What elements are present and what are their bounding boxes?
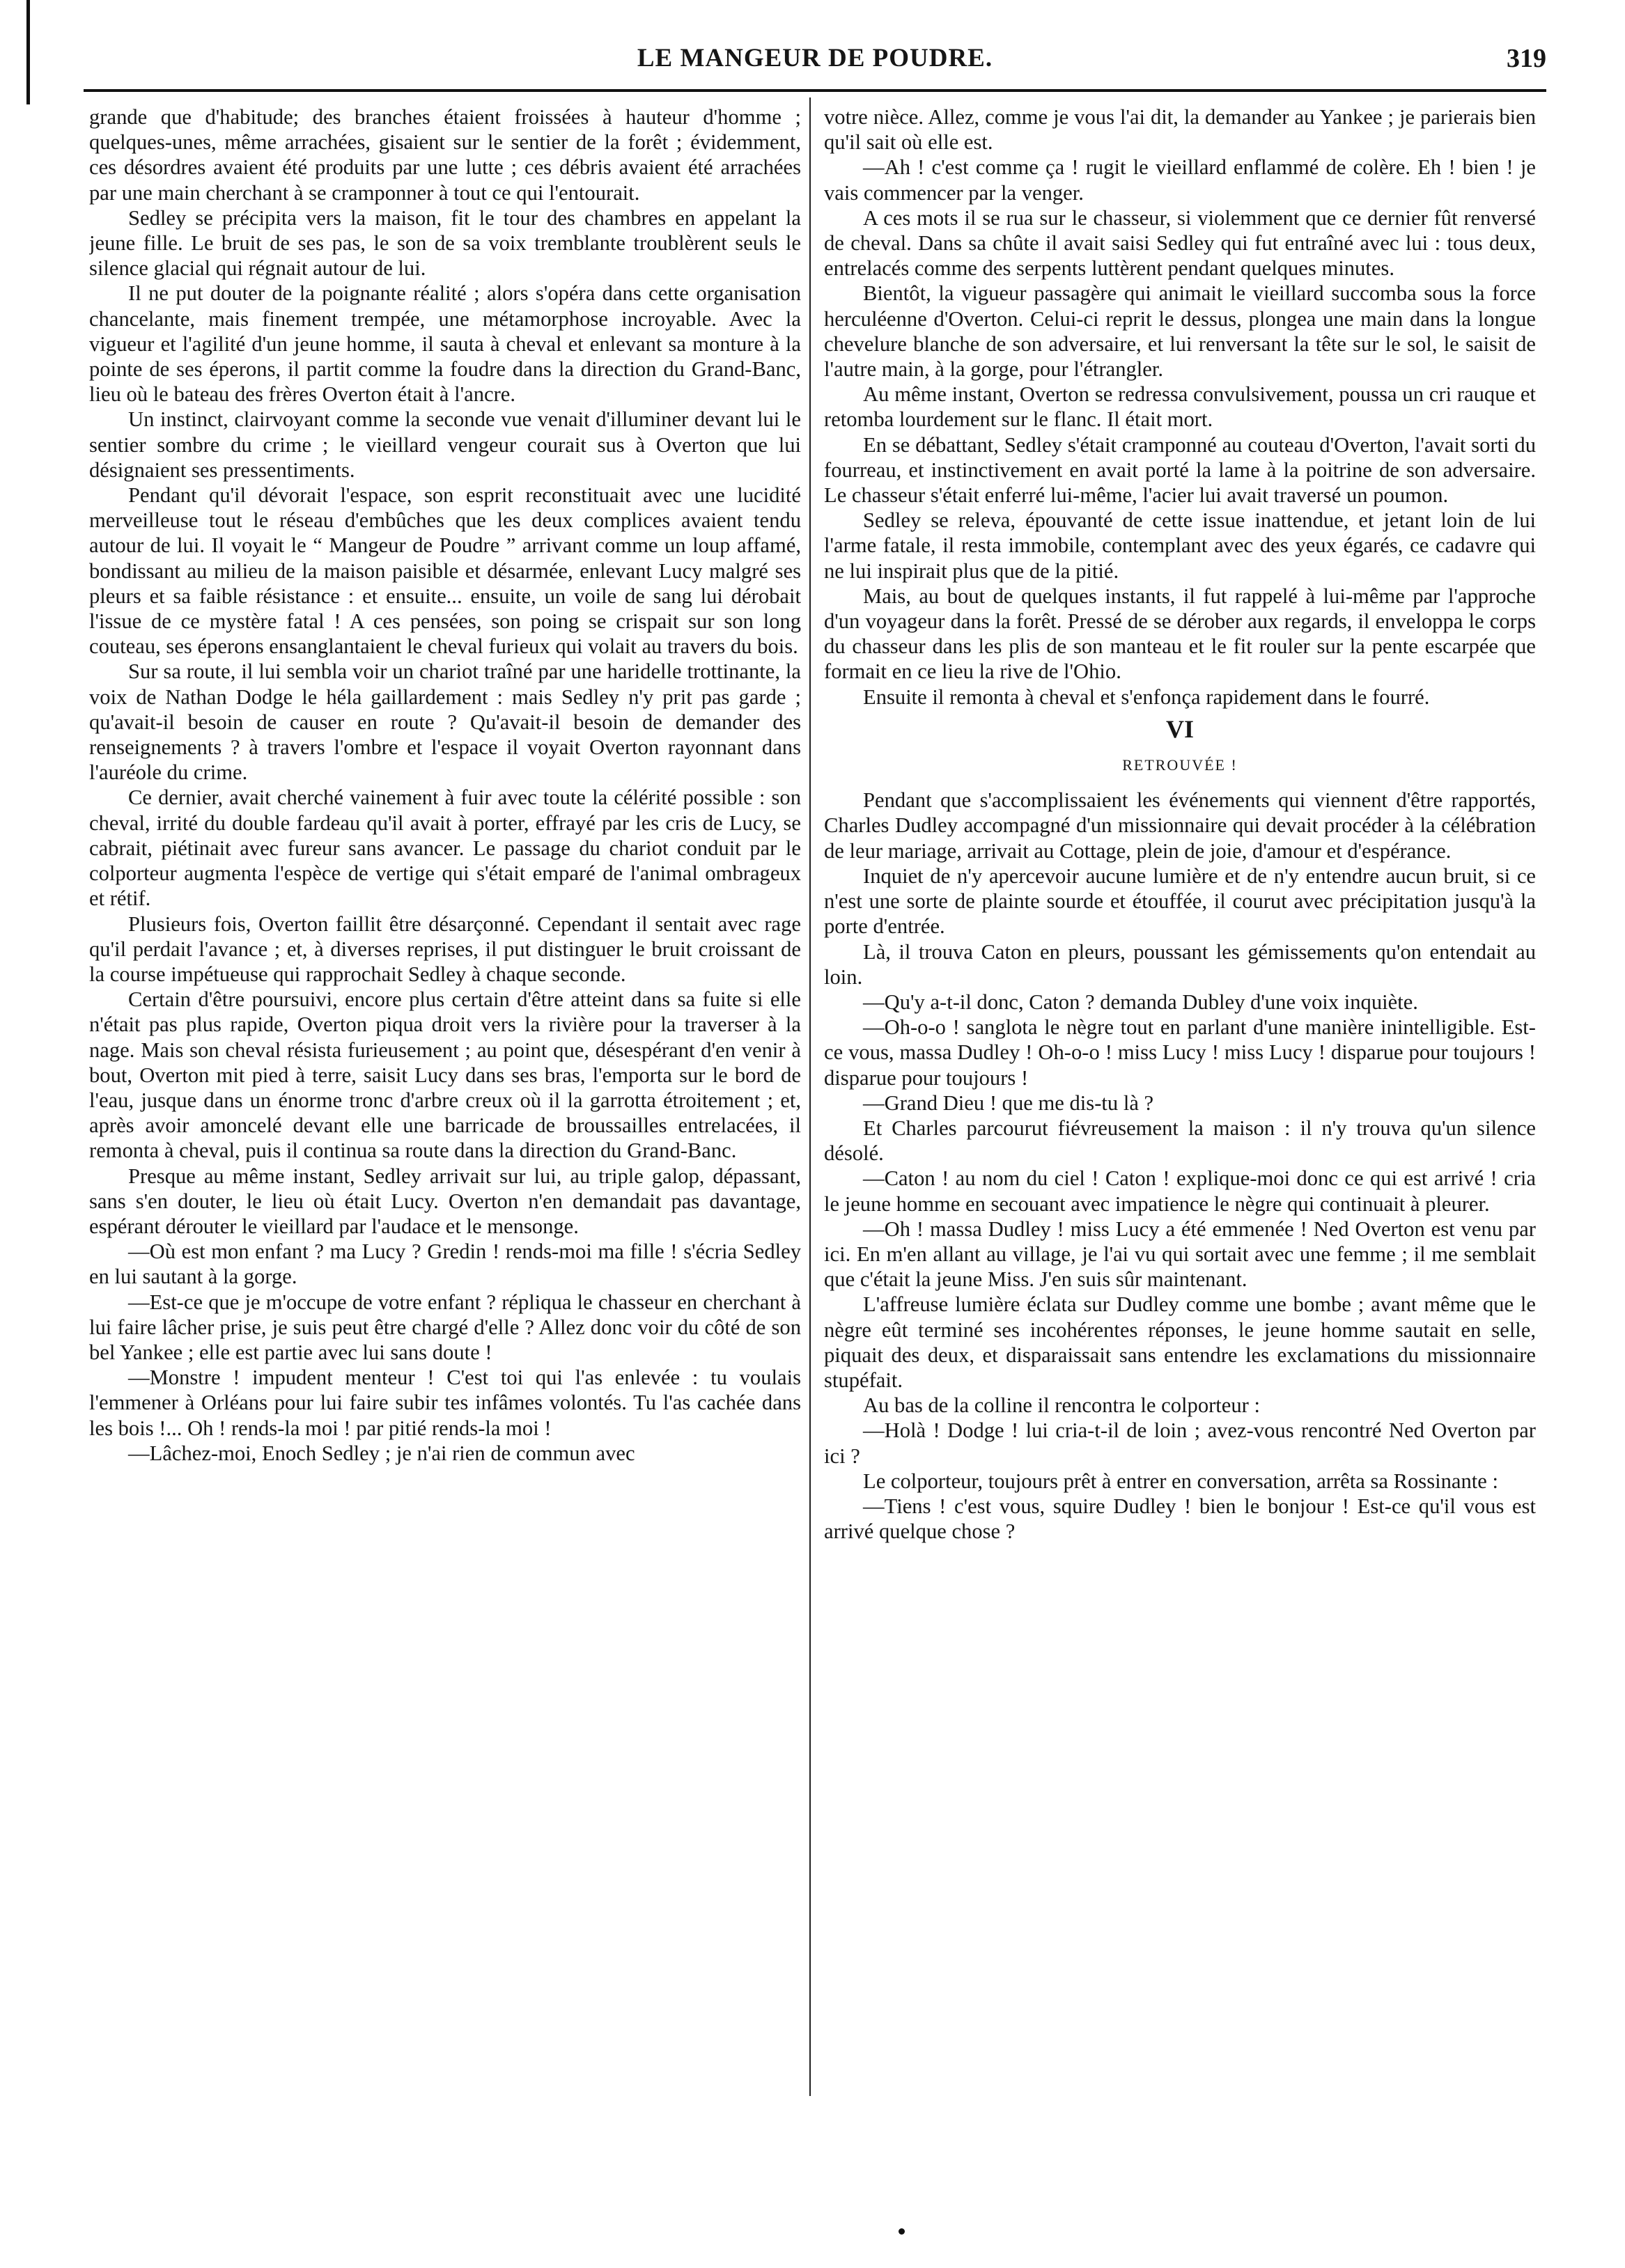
paragraph: —Tiens ! c'est vous, squire Dudley ! bien le bonjour ! Est-ce qu'il vous est arrivé quelque chose ? bbox=[824, 1494, 1536, 1544]
paragraph: —Où est mon enfant ? ma Lucy ? Gredin ! rends-moi ma fille ! s'écria Sedley en lui sautant à la gorge. bbox=[89, 1239, 801, 1289]
paragraph: Là, il trouva Caton en pleurs, poussant les gémissements qu'on entendait au loin. bbox=[824, 939, 1536, 989]
running-title: LE MANGEUR DE POUDRE. bbox=[637, 44, 993, 72]
print-mark bbox=[899, 2228, 905, 2235]
paragraph: —Grand Dieu ! que me dis-tu là ? bbox=[863, 1090, 1154, 1115]
paragraph: Mais, au bout de quelques instants, il fut rappelé à lui-même par l'approche d'un voyageur dans la forêt. Pressé de se dérober aux regards, il enveloppa le corps du chasseur dans les plis de son manteau et le fit rouler sur la pente escarpée que formait en ce lieu la rive de l'Ohio. bbox=[824, 584, 1536, 684]
paragraph: Le colporteur, toujours prêt à entrer en conversation, arrêta sa Rossinante : bbox=[863, 1469, 1499, 1493]
right-column bbox=[824, 104, 1536, 2187]
page-header bbox=[84, 43, 1546, 86]
margin-rule bbox=[26, 0, 30, 104]
section-title: RETROUVÉE ! bbox=[1122, 756, 1238, 774]
paragraph: Certain d'être poursuivi, encore plus certain d'être atteint dans sa fuite si elle n'était pas plus rapide, Overton piqua droit vers la rivière pour la traverser à la nage. Mais son cheval résista furieusement ; au point que, désespérant d'en venir à bout, Overton mit pied à terre, saisit Lucy dans ses bras, l'emporta sur le bord de l'eau, jusque dans un énorme tronc d'arbre creux où il la garrotta étroitement ; et, après avoir amoncelé devant elle une barricade de broussailles entrelacées, il remonta à cheval, puis il continua sa route dans la direction du Grand-Banc. bbox=[89, 987, 801, 1163]
paragraph: L'affreuse lumière éclata sur Dudley comme une bombe ; avant même que le nègre eût terminé ses incohérentes réponses, le jeune homme sautait en selle, piquait des deux, et disparaissait sans entendre les exclamations du missionnaire stupéfait. bbox=[824, 1292, 1536, 1392]
paragraph: Pendant qu'il dévorait l'espace, son esprit reconstituait avec une lucidité merveilleuse tout le réseau d'embûches que les deux complices avaient tendu autour de lui. Il voyait le “ Mangeur de Poudre ” arrivant comme un loup affamé, bondissant au milieu de la maison paisible et désarmée, enlevant Lucy malgré ses pleurs et sa faible résistance : et ensuite... ensuite, un voile de sang lui dérobait l'issue de ce mystère fatal ! A ces pensées, son poing se crispait sur son long couteau, ses éperons ensanglantaient le cheval furieux qui volait au travers du bois. bbox=[89, 483, 801, 659]
paragraph: —Caton ! au nom du ciel ! Caton ! explique-moi donc ce qui est arrivé ! cria le jeune homme en secouant avec impatience le nègre qui continuait à pleurer. bbox=[824, 1166, 1536, 1216]
paragraph: Il ne put douter de la poignante réalité ; alors s'opéra dans cette organisation chancelante, mais finement trempée, une métamorphose incroyable. Avec la vigueur et l'agilité d'un jeune homme, il sauta à cheval et enlevant sa monture à la pointe de ses éperons, il partit comme la foudre dans la direction du Grand-Banc, lieu où le bateau des frères Overton était à l'ancre. bbox=[89, 281, 801, 407]
paragraph: Inquiet de n'y apercevoir aucune lumière et de n'y entendre aucun bruit, si ce n'est une sorte de plainte sourde et étouffée, il courut avec précipitation jusqu'à la porte d'entrée. bbox=[824, 863, 1536, 939]
paragraph: Un instinct, clairvoyant comme la seconde vue venait d'illuminer devant lui le sentier sombre du crime ; le vieillard vengeur courait sus à Overton que lui désignaient ses pressentiments. bbox=[89, 407, 801, 482]
paragraph: Sedley se précipita vers la maison, fit le tour des chambres en appelant la jeune fille. Le bruit de ses pas, le son de sa voix tremblante troublèrent seuls le silence glacial qui régnait autour de lui. bbox=[89, 205, 801, 281]
paragraph: —Qu'y a-t-il donc, Caton ? demanda Dubley d'une voix inquiète. bbox=[863, 990, 1418, 1014]
paragraph: —Holà ! Dodge ! lui cria-t-il de loin ; avez-vous rencontré Ned Overton par ici ? bbox=[824, 1418, 1536, 1468]
paragraph: —Est-ce que je m'occupe de votre enfant ? répliqua le chasseur en cherchant à lui faire lâcher prise, je suis peut être chargé d'elle ? Allez donc voir du côté de son bel Yankee ; elle est partie avec lui sans doute ! bbox=[89, 1290, 801, 1364]
paragraph: A ces mots il se rua sur le chasseur, si violemment que ce dernier fût renversé de cheval. Dans sa chûte il avait saisi Sedley qui fut entraîné avec lui : tous deux, entrelacés comme des serpents luttèrent pendant quelques minutes. bbox=[824, 205, 1536, 281]
paragraph: En se débattant, Sedley s'était cramponné au couteau d'Overton, l'avait sorti du fourreau, et instinctivement en avait porté la lame à la poitrine de son adversaire. Le chasseur s'était enferré lui-même, l'acier lui avait traversé un poumon. bbox=[824, 432, 1536, 508]
paragraph: grande que d'habitude; des branches étaient froissées à hauteur d'homme ; quelques-unes, même arrachées, gisaient sur le sentier de la forêt ; évidemment, ces désordres avaient été produits par une lutte ; ces débris avaient été arrachées par une main cherchant à se cramponner à tout ce qui l'entourait. bbox=[89, 105, 801, 205]
paragraph: Au bas de la colline il rencontra le colporteur : bbox=[863, 1393, 1261, 1418]
paragraph: Ensuite il remonta à cheval et s'enfonça rapidement dans le fourré. bbox=[863, 685, 1430, 709]
paragraph: Pendant que s'accomplissaient les événements qui viennent d'être rapportés, Charles Dudley accompagné d'un missionnaire qui devait procéder à la célébration de leur mariage, arrivait au Cottage, plein de joie, d'amour et d'espérance. bbox=[824, 788, 1536, 863]
paragraph: Plusieurs fois, Overton faillit être désarçonné. Cependant il sentait avec rage qu'il perdait l'avance ; et, à diverses reprises, il put distinguer le bruit croissant de la course impétueuse qui rapprochait Sedley à chaque seconde. bbox=[89, 912, 801, 986]
paragraph: votre nièce. Allez, comme je vous l'ai dit, la demander au Yankee ; je parierais bien qu'il sait où elle est. bbox=[824, 105, 1536, 155]
left-column bbox=[89, 104, 801, 2187]
section-number: VI bbox=[1165, 714, 1194, 743]
paragraph: Au même instant, Overton se redressa convulsivement, poussa un cri rauque et retomba lourdement sur le flanc. Il était mort. bbox=[824, 382, 1536, 432]
paragraph: —Oh-o-o ! sanglota le nègre tout en parlant d'une manière inintelligible. Est-ce vous, massa Dudley ! Oh-o-o ! miss Lucy ! miss Lucy ! disparue pour toujours ! disparue pour toujours ! bbox=[824, 1015, 1536, 1090]
paragraph: Bientôt, la vigueur passagère qui animait le vieillard succomba sous la force herculéenne d'Overton. Celui-ci reprit le dessus, plongea une main dans la longue chevelure blanche de son adversaire, et lui renversant la tête sur le sol, le saisit de l'autre main, à la gorge, pour l'étrangler. bbox=[824, 281, 1536, 382]
page-number: 319 bbox=[1507, 44, 1546, 73]
paragraph: Sedley se releva, épouvanté de cette issue inattendue, et jetant loin de lui l'arme fatale, il resta immobile, contemplant avec des yeux égarés, ce cadavre qui ne lui inspirait plus que de la pitié. bbox=[824, 508, 1536, 583]
paragraph: —Oh ! massa Dudley ! miss Lucy a été emmenée ! Ned Overton est venu par ici. En m'en allant au village, je l'ai vu qui sortait avec une femme ; il me semblait que c'était la jeune Miss. J'en suis sûr maintenant. bbox=[824, 1217, 1536, 1292]
paragraph: Sur sa route, il lui sembla voir un chariot traîné par une haridelle trottinante, la voix de Nathan Dodge le héla gaillardement : mais Sedley n'y prit pas garde ; qu'avait-il besoin de causer en route ? Qu'avait-il besoin de demander des renseignements ? à travers l'ombre et l'espace il voyait Overton rayonnant dans l'auréole du crime. bbox=[89, 659, 801, 785]
paragraph: —Ah ! c'est comme ça ! rugit le vieillard enflammé de colère. Eh ! bien ! je vais commencer par la venger. bbox=[824, 155, 1536, 205]
header-rule bbox=[84, 89, 1546, 92]
column-divider bbox=[809, 97, 811, 2096]
paragraph: Presque au même instant, Sedley arrivait sur lui, au triple galop, dépassant, sans s'en douter, le lieu où était Lucy. Overton n'en demandait pas davantage, espérant dérouter le vieillard par l'audace et le mensonge. bbox=[89, 1164, 801, 1238]
paragraph: —Lâchez-moi, Enoch Sedley ; je n'ai rien de commun avec bbox=[128, 1441, 635, 1465]
paragraph: —Monstre ! impudent menteur ! C'est toi qui l'as enlevée : tu voulais l'emmener à Orléans pour lui faire subir tes infâmes volontés. Tu l'as cachée dans les bois !... Oh ! rends-la moi ! par pitié rends-la moi ! bbox=[89, 1366, 801, 1440]
paragraph: Et Charles parcourut fiévreusement la maison : il n'y trouva qu'un silence désolé. bbox=[824, 1116, 1536, 1166]
paragraph: Ce dernier, avait cherché vainement à fuir avec toute la célérité possible : son cheval, irrité du double fardeau qu'il avait à porter, effrayé par les cris de Lucy, se cabrait, piétinait avec fureur sans avancer. Le passage du chariot conduit par le colporteur augmenta l'espèce de vertige qui s'était emparé de l'animal ombrageux et rétif. bbox=[89, 785, 801, 911]
